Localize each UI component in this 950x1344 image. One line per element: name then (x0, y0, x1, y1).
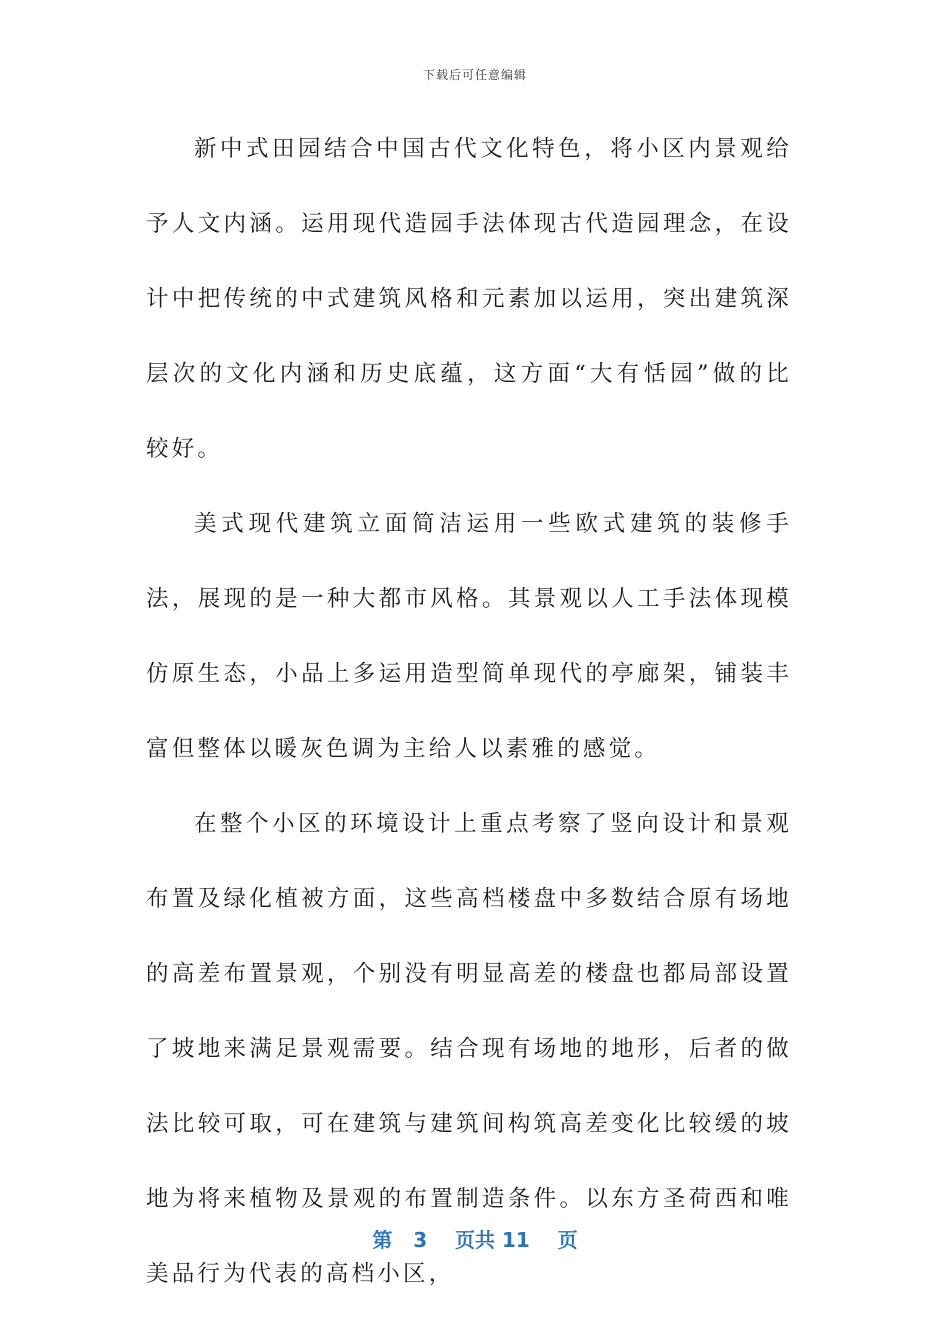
paragraph-1: 新中式田园结合中国古代文化特色，将小区内景观给予人文内涵。运用现代造园手法体现古代造园理念，在设计中把传统的中式建筑风格和元素加以运用，突出建筑深层次的文化内涵和历史底蕴，这方面“大有恬园”做的比较好。 (146, 136, 792, 462)
paragraph-2: 美式现代建筑立面简洁运用一些欧式建筑的装修手法，展现的是一种大都市风格。其景观以人工手法体现模仿原生态，小品上多运用造型简单现代的亭廊架，铺装丰富但整体以暖灰色调为主给人以素雅的感觉。 (146, 511, 792, 762)
footer-suffix: 页 (557, 1228, 578, 1252)
footer-prefix: 第 (372, 1228, 393, 1252)
document-body (146, 112, 792, 1312)
footer-current-page: 3 (413, 1228, 428, 1252)
footer-middle: 页共 (455, 1228, 495, 1252)
page-header-note: 下载后可任意编辑 (422, 68, 527, 82)
paragraph-3: 在整个小区的环境设计上重点考察了竖向设计和景观布置及绿化植被方面，这些高档楼盘中多数结合原有场地的高差布置景观，个别没有明显高差的楼盘也都局部设置了坡地来满足景观需要。结合现有场地的地形，后者的做法比较可取，可在建筑与建筑间构筑高差变化比较缓的坡地为将来植物及景观的布置制造条件。以东方圣荷西和唯美品行为代表的高档小区， (146, 811, 792, 1287)
footer-total-pages: 11 (501, 1228, 530, 1252)
page-number-footer (0, 1224, 950, 1253)
